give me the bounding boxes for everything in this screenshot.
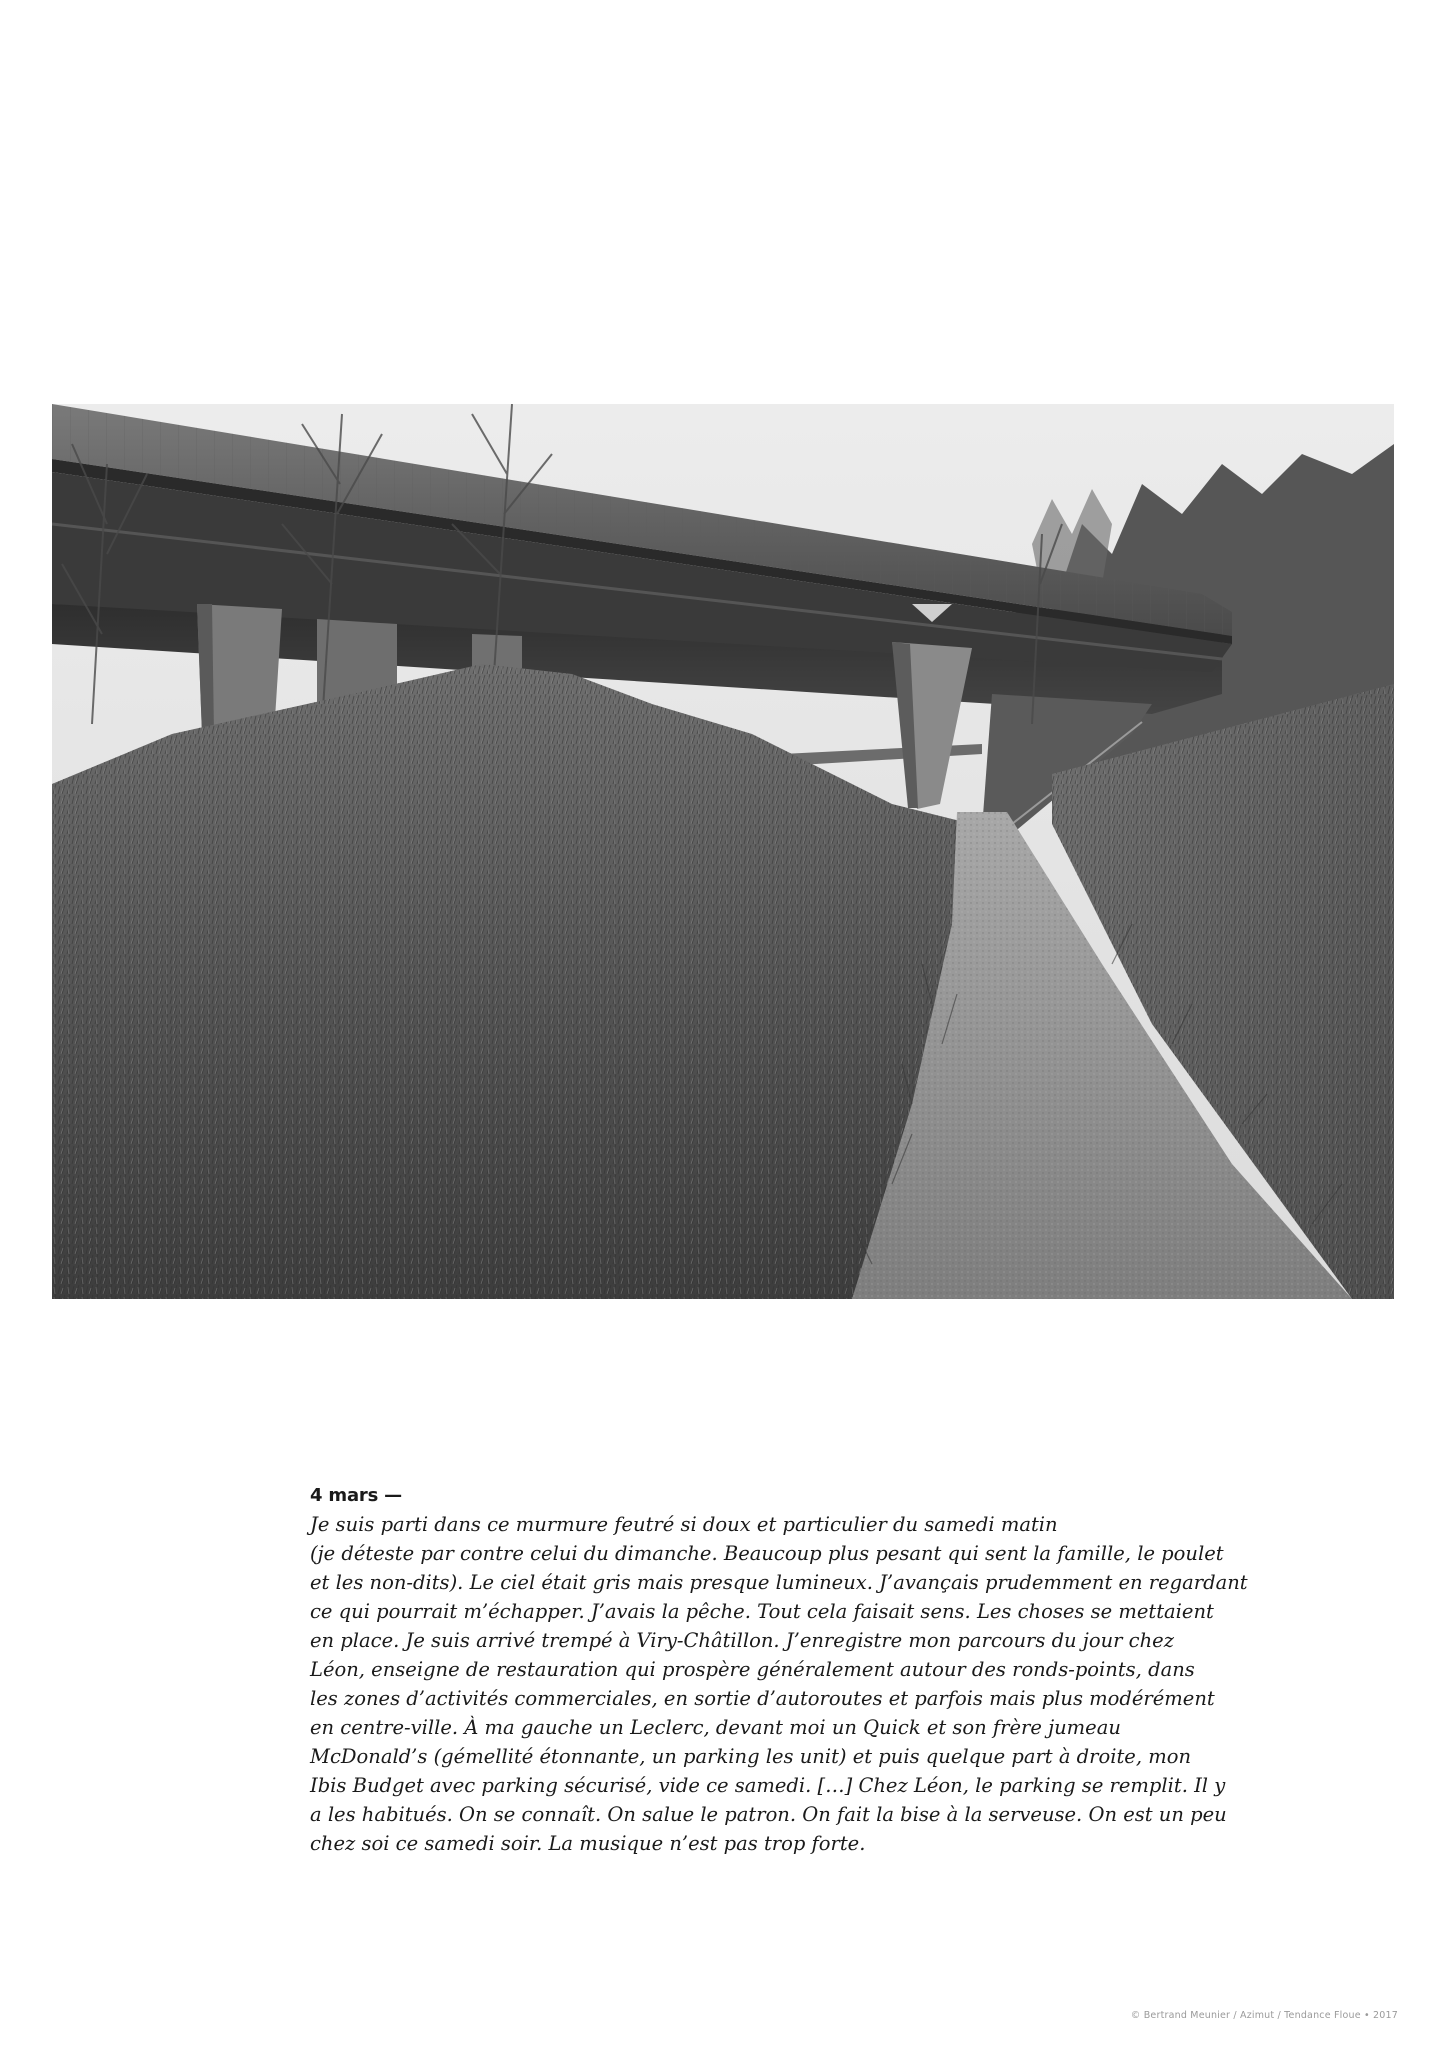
- entry-line: et les non-dits). Le ciel était gris mais presque lumineux. J’avançais prudemment en regardant: [310, 1571, 1248, 1594]
- journal-entry: [310, 1480, 1248, 1858]
- entry-line: (je déteste par contre celui du dimanche. Beaucoup plus pesant qui sent la famille, le poulet: [310, 1542, 1224, 1565]
- entry-line: a les habitués. On se connaît. On salue le patron. On fait la bise à la serveuse. On est un peu: [310, 1803, 1227, 1826]
- entry-line: chez soi ce samedi soir. La musique n’est pas trop forte.: [310, 1832, 866, 1855]
- entry-line: les zones d’activités commerciales, en sortie d’autoroutes et parfois mais plus modérément: [310, 1687, 1215, 1710]
- entry-line: Je suis parti dans ce murmure feutré si doux et particulier du samedi matin: [310, 1513, 1058, 1536]
- entry-line: en centre-ville. À ma gauche un Leclerc, devant moi un Quick et son frère jumeau: [310, 1716, 1121, 1739]
- photo-credit: © Bertrand Meunier / Azimut / Tendance Floue • 2017: [1130, 2010, 1398, 2021]
- entry-line: McDonald’s (gémellité étonnante, un parking les unit) et puis quelque part à droite, mon: [310, 1745, 1192, 1768]
- entry-line: Léon, enseigne de restauration qui prospère généralement autour des ronds-points, dans: [310, 1658, 1195, 1681]
- entry-line: ce qui pourrait m’échapper. J’avais la pêche. Tout cela faisait sens. Les choses se mettaient: [310, 1600, 1214, 1623]
- entry-line: Ibis Budget avec parking sécurisé, vide ce samedi. […] Chez Léon, le parking se remplit. Il y: [310, 1774, 1226, 1797]
- entry-date: 4 mars —: [310, 1485, 402, 1506]
- photograph-overpass: [52, 404, 1394, 1299]
- entry-line: en place. Je suis arrivé trempé à Viry-Châtillon. J’enregistre mon parcours du jour chez: [310, 1629, 1174, 1652]
